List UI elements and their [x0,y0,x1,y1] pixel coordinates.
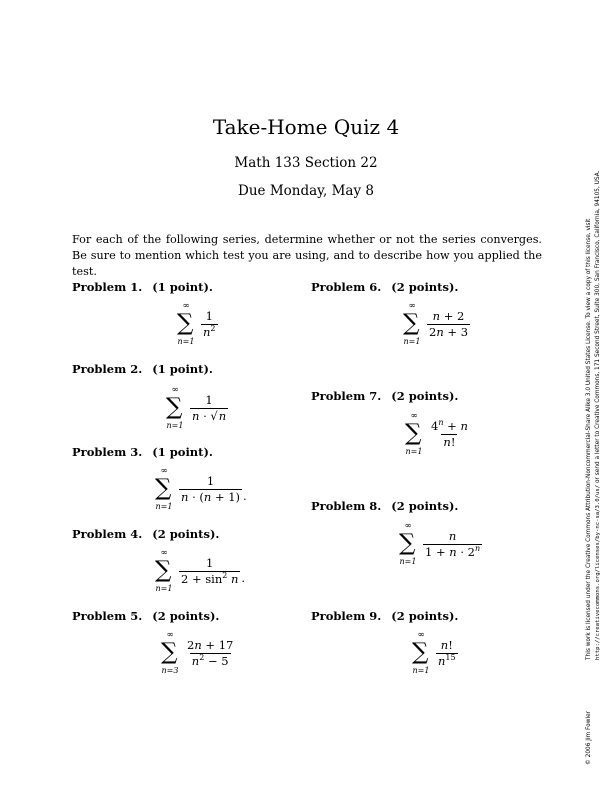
problem-label: Problem 1. [72,280,143,294]
problem-points: (2 points). [391,280,459,294]
problem-8-series: ∞ ∑ n=1 $\frac{n}{1 + n \cdot 2^n}$ [396,522,482,566]
problem-3-heading [72,445,213,459]
problem-points: (2 points). [391,389,459,403]
copyright-notice: © 2006 Jim Fowler [586,710,592,765]
problem-points: (1 point). [152,445,213,459]
problem-4-heading [72,527,219,541]
problem-label: Problem 3. [72,445,143,459]
problem-1-series: ∞ ∑ n=1 $\frac{1}{n^2}$ [174,302,218,346]
summation: ∞ ∑ n=3 [161,630,179,675]
problem-4-series: ∞ ∑ n=1 $\frac{1}{2 + \sin^2 n}$ . [152,549,245,593]
problem-points: (2 points). [391,499,459,513]
summation: ∞ ∑ n=1 [177,301,195,346]
summation: ∞ ∑ n=1 [405,411,423,456]
problem-6-series: ∞ ∑ n=1 $\frac{n + 2}{2n + 3}$ [400,302,470,346]
problem-9-series: ∞ ∑ n=1 $\frac{n!}{n^{15}}$ [409,631,458,675]
license-url[interactable]: http://creativecommons.org/licenses/by-nc-sa/3.0/us/ [595,484,601,660]
problem-3-series: ∞ ∑ n=1 $\frac{1}{n \cdot (n + 1)}$ . [152,467,247,511]
problem-label: Problem 8. [311,499,382,513]
problem-9-heading [311,609,458,623]
quiz-title: Take-Home Quiz 4 [212,115,400,139]
problem-label: Problem 2. [72,362,143,376]
problem-points: (2 points). [152,527,220,541]
course-section: Math 133 Section 22 [234,155,378,171]
problem-2-heading [72,362,213,376]
summation: ∞ ∑ n=1 [155,548,173,593]
summation: ∞ ∑ n=1 [403,301,421,346]
instructions: For each of the following series, determine whether or not the series converges. Be sure to mention which test you are using, and to describe how you applied the test. [72,233,542,278]
problem-5-heading [72,609,219,623]
problem-2-series: ∞ ∑ n=1 $\frac{1}{n \cdot √n}$ [163,386,228,430]
license-address: or send a letter to Creative Commons, 171 Second Street, Suite 300, San Francisco, California, 94105, USA. [595,170,601,484]
problem-6-heading [311,280,458,294]
problem-points: (1 point). [152,362,213,376]
summation: ∞ ∑ n=1 [399,521,417,566]
problem-label: Problem 5. [72,609,143,623]
problem-label: Problem 4. [72,527,143,541]
problem-points: (1 point). [152,280,213,294]
problem-label: Problem 6. [311,280,382,294]
license-text-line1: This work is licensed under the Creative Commons Attribution-Noncommercial-Share Alike 3.0 United States License. To view a copy of this license, visit [586,218,592,660]
summation: ∞ ∑ n=1 [155,466,173,511]
problem-label: Problem 9. [311,609,382,623]
problem-points: (2 points). [391,609,459,623]
problem-label: Problem 7. [311,389,382,403]
problem-8-heading [311,499,458,513]
due-date: Due Monday, May 8 [238,183,374,199]
license-text-line2 [595,171,601,660]
summation: ∞ ∑ n=1 [166,385,184,430]
license-sidebar [584,130,612,770]
problem-5-series: ∞ ∑ n=3 $\frac{2n + 17}{n^2 - 5}$ [158,631,235,675]
summation: ∞ ∑ n=1 [412,630,430,675]
problem-1-heading [72,280,213,294]
problem-points: (2 points). [152,609,220,623]
problem-7-heading [311,389,458,403]
problem-7-series: ∞ ∑ n=1 $\frac{4^n + n}{n!}$ [402,412,470,456]
